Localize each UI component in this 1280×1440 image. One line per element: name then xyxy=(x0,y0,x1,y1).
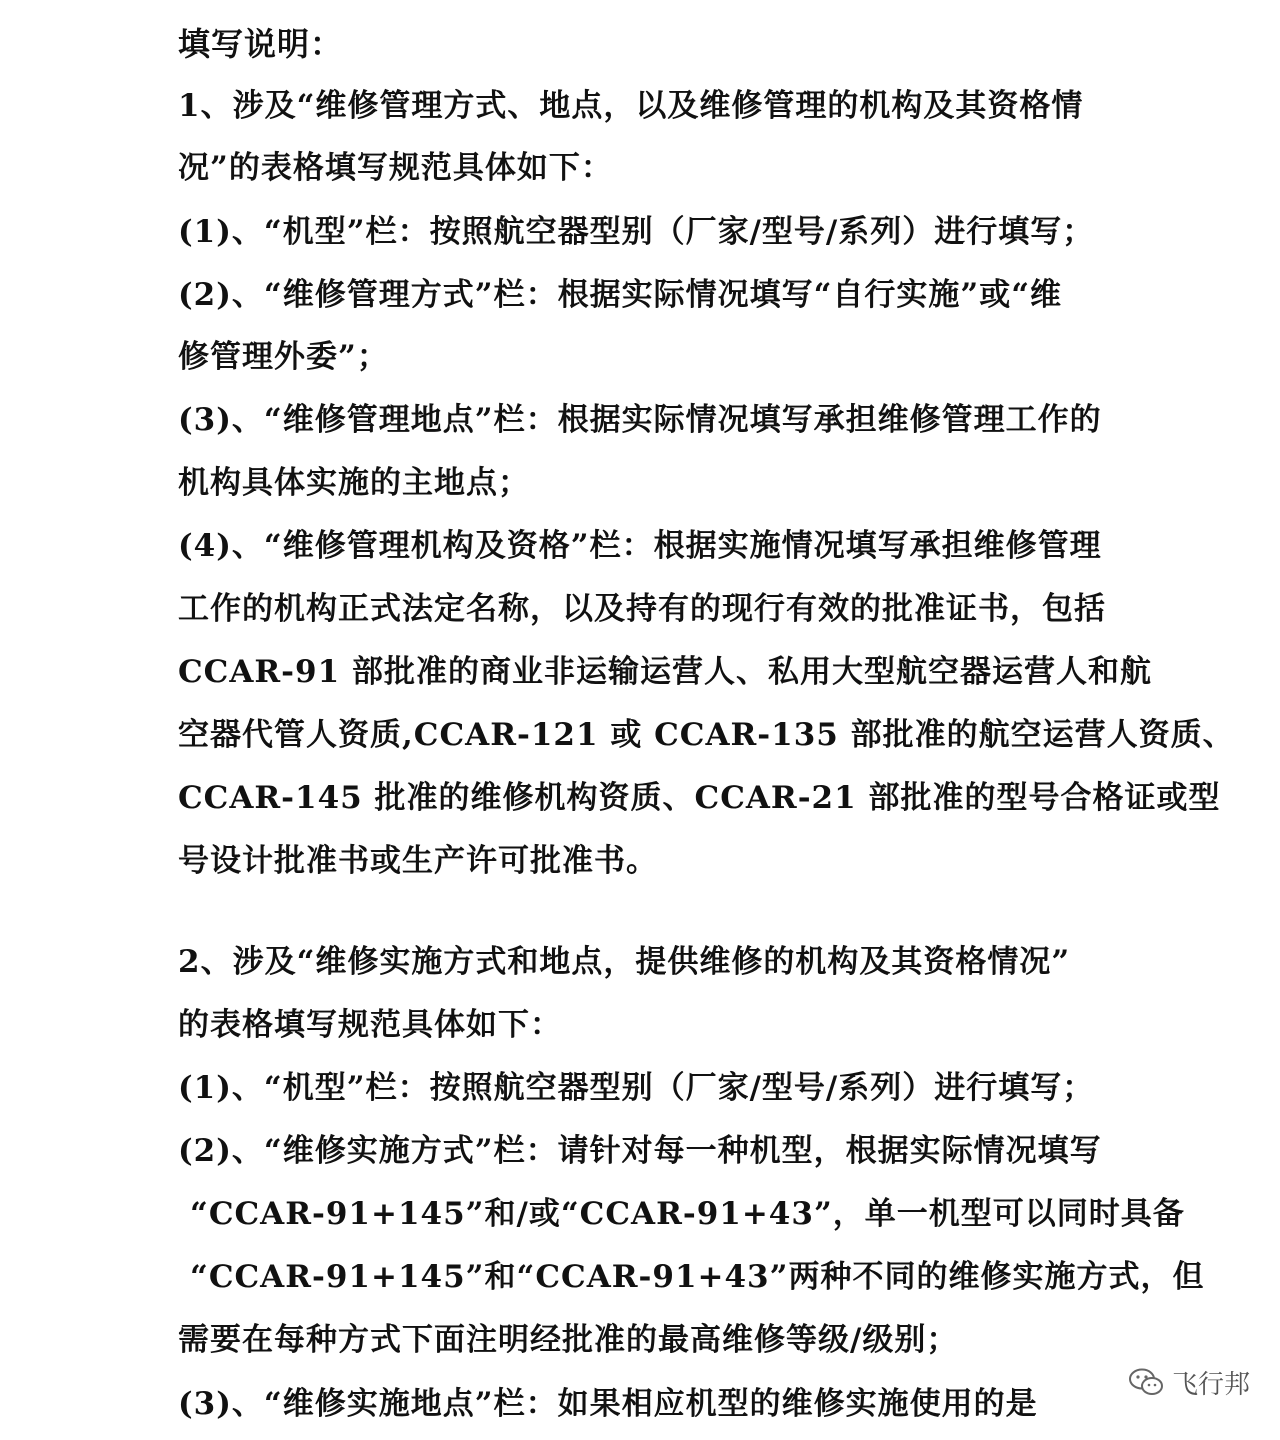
doc-line: CCAR-91 部批准的商业非运输运营人、私用大型航空器运营人和航 xyxy=(178,654,1152,690)
watermark xyxy=(1128,1362,1250,1402)
doc-line: (1)、“机型”栏：按照航空器型别（厂家/型号/系列）进行填写； xyxy=(178,1070,1095,1106)
doc-line: (2)、“维修管理方式”栏：根据实际情况填写“自行实施”或“维 xyxy=(178,277,1063,313)
doc-line: 修管理外委”； xyxy=(178,339,389,375)
doc-line: CCAR-145 批准的维修机构资质、CCAR-21 部批准的型号合格证或型 xyxy=(178,780,1221,816)
wechat-icon xyxy=(1128,1367,1164,1397)
doc-line: 号设计批准书或生产许可批准书。 xyxy=(178,843,658,879)
doc-line: “CCAR-91+145”和/或“CCAR-91+43”，单一机型可以同时具备 xyxy=(190,1196,1185,1232)
doc-line: 需要在每种方式下面注明经批准的最高维修等级/级别； xyxy=(178,1322,959,1358)
watermark-text: 飞行邦 xyxy=(1172,1369,1251,1400)
doc-line: (2)、“维修实施方式”栏：请针对每一种机型，根据实际情况填写 xyxy=(178,1133,1102,1169)
doc-line: “CCAR-91+145”和“CCAR-91+43”两种不同的维修实施方式，但 xyxy=(190,1259,1205,1295)
doc-line: 1、涉及“维修管理方式、地点，以及维修管理的机构及其资格情 xyxy=(178,88,1084,124)
doc-line: 况”的表格填写规范具体如下： xyxy=(178,150,613,186)
doc-line: 空器代管人资质,CCAR-121 或 CCAR-135 部批准的航空运营人资质、 xyxy=(178,717,1235,753)
doc-title: 填写说明： xyxy=(178,25,344,63)
doc-line: 的表格填写规范具体如下： xyxy=(178,1007,562,1043)
doc-line: (3)、“维修管理地点”栏：根据实际情况填写承担维修管理工作的 xyxy=(178,402,1102,438)
doc-line: 工作的机构正式法定名称，以及持有的现行有效的批准证书，包括 xyxy=(178,591,1106,627)
doc-line: (1)、“机型”栏：按照航空器型别（厂家/型号/系列）进行填写； xyxy=(178,214,1095,250)
doc-line: (4)、“维修管理机构及资格”栏：根据实施情况填写承担维修管理 xyxy=(178,528,1102,564)
doc-line: 2、涉及“维修实施方式和地点，提供维修的机构及其资格情况” xyxy=(178,944,1071,980)
doc-line: 机构具体实施的主地点； xyxy=(178,465,530,501)
doc-line: (3)、“维修实施地点”栏：如果相应机型的维修实施使用的是 xyxy=(178,1386,1038,1422)
